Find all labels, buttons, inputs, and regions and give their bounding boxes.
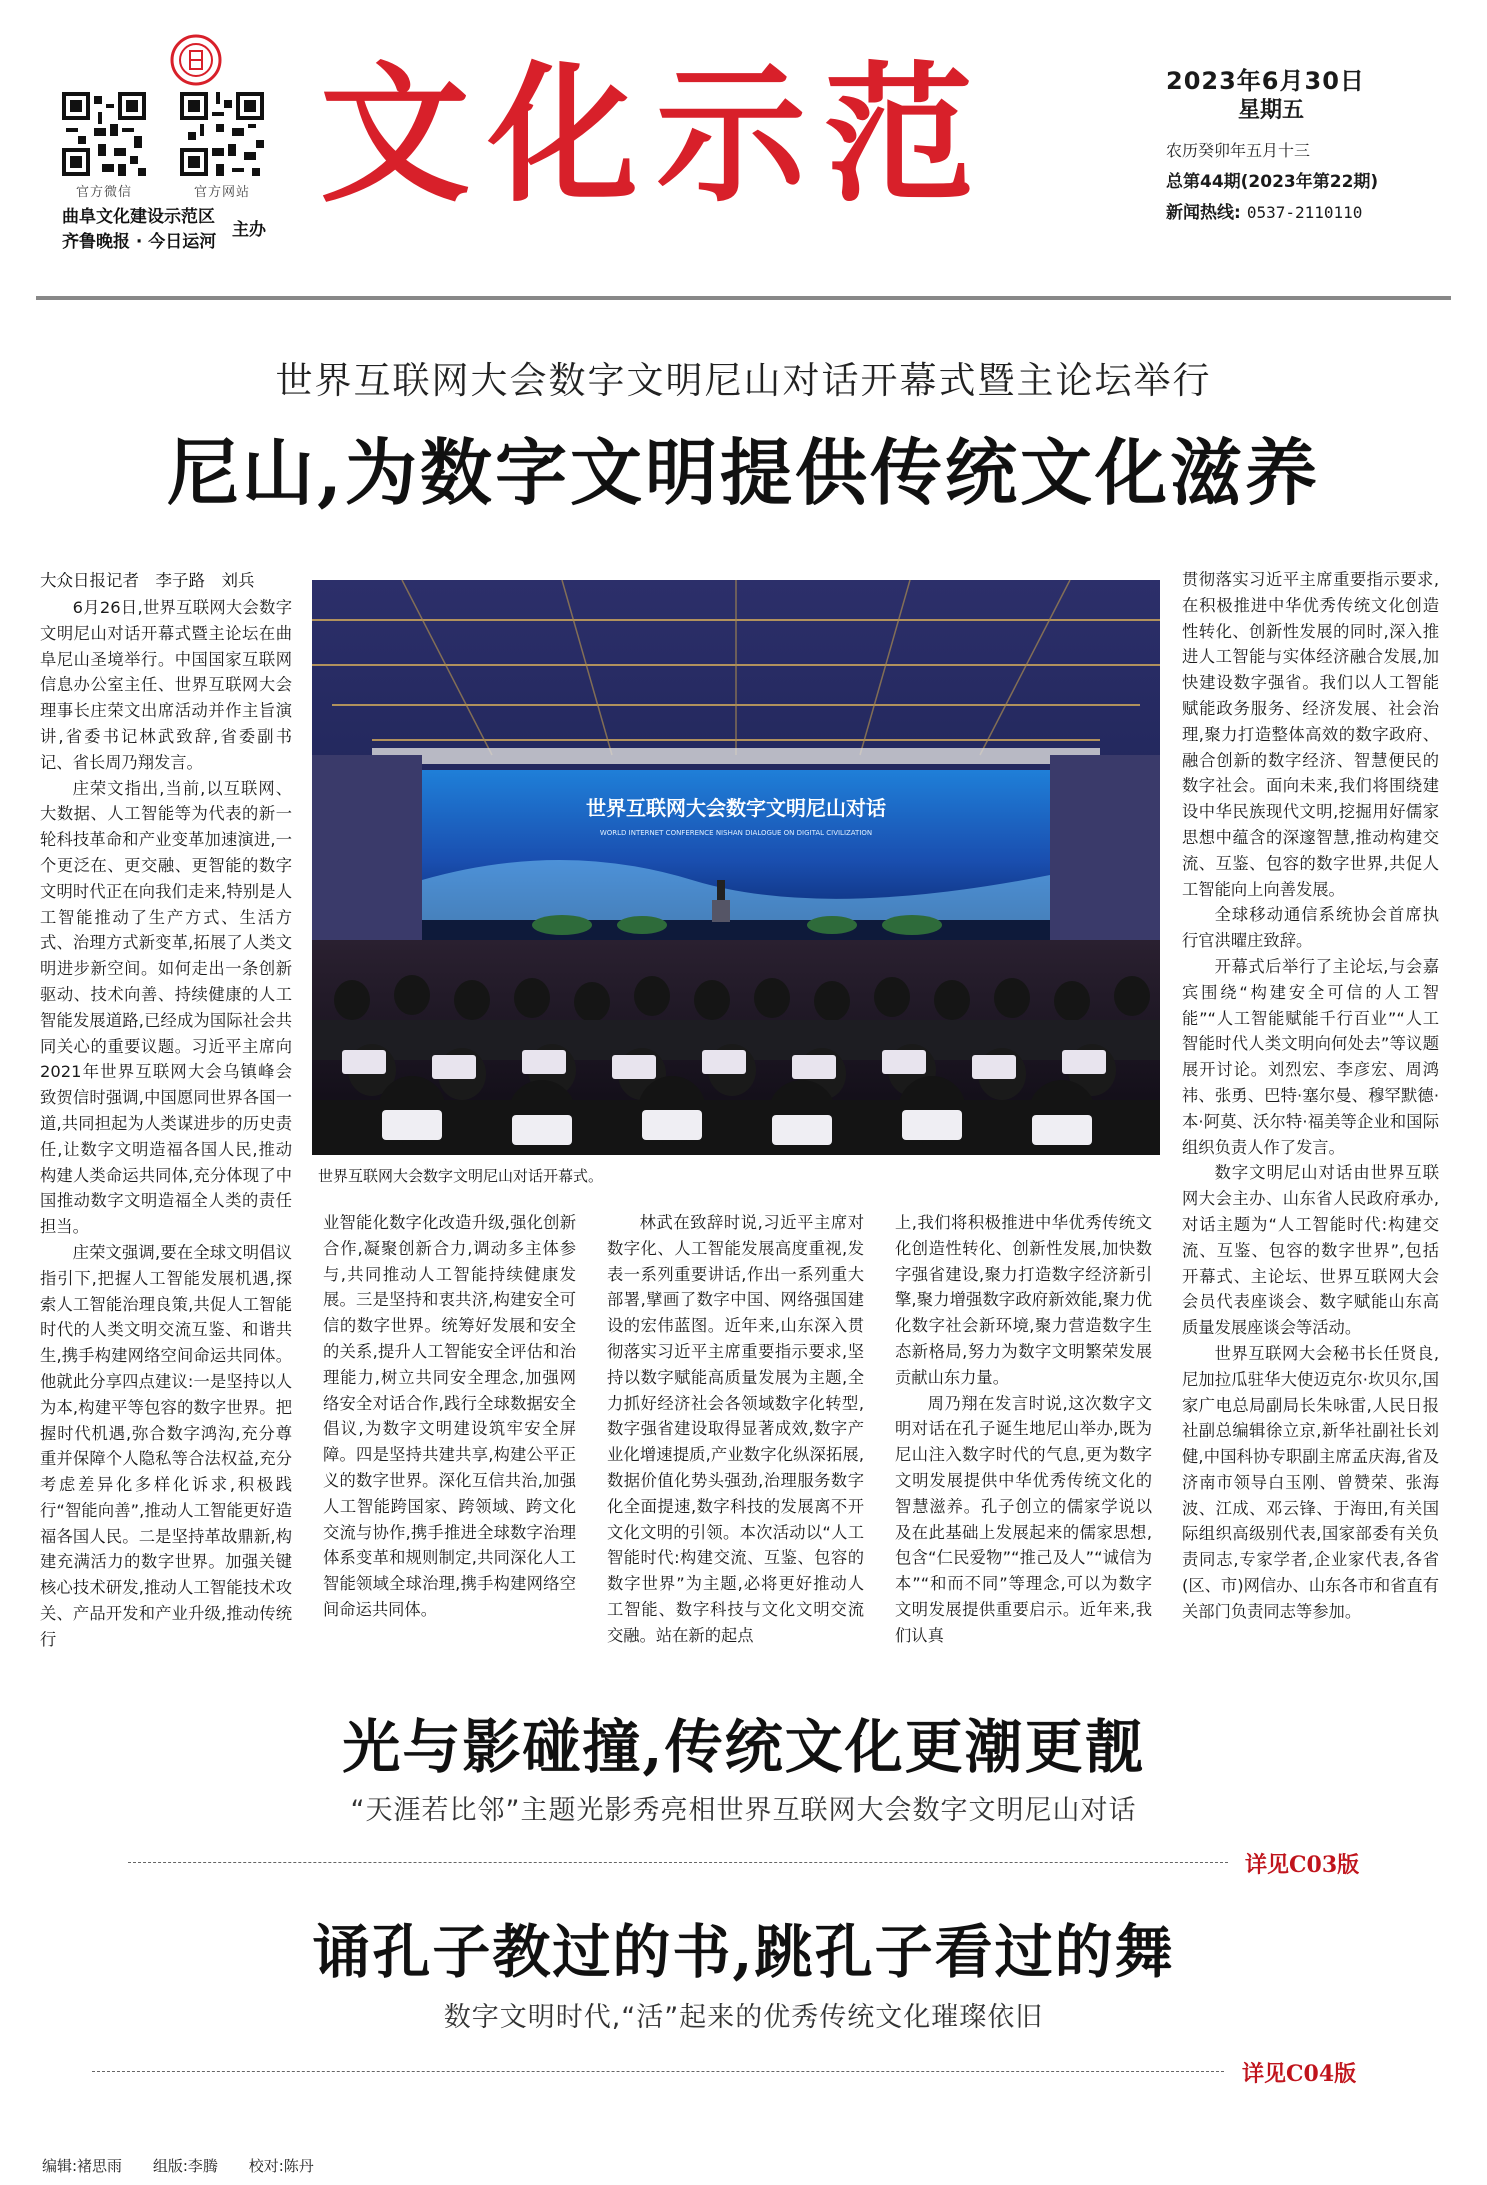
organizers	[62, 205, 216, 255]
issue-weekday: 星期五	[1238, 98, 1305, 123]
qr-code-icon	[180, 92, 264, 176]
editor-credit: 编辑:褚思雨	[42, 2157, 123, 2175]
page-credits	[42, 2155, 334, 2176]
layout-credit: 组版:李腾	[152, 2157, 218, 2175]
dashed-divider	[92, 2071, 1224, 2072]
qr-code-website[interactable]	[180, 92, 264, 200]
teaser-subtitle: “天涯若比邻”主题光影秀亮相世界互联网大会数字文明尼山对话	[350, 1795, 1137, 1826]
article-paragraph: 贯彻落实习近平主席重要指示要求,在积极推进中华优秀传统文化创造性转化、创新性发展的同时,深入推进人工智能与实体经济融合发展,加快建设数字强省。我们以人工智能赋能政务服务、经济发展、社会治理,聚力打造整体高效的数字政府、融合创新的数字经济、智慧便民的数字社会。面向未来,我们将围绕建设中华民族现代文明,挖掘用好儒家思想中蕴含的深邃智慧,推动构建交流、互鉴、包容的数字世界,共促人工智能向上向善发展。	[1182, 570, 1439, 899]
hotline-number: 0537-2110110	[1246, 203, 1363, 222]
hotline-label: 新闻热线:	[1166, 203, 1241, 223]
see-more-link[interactable]: 详见C03版	[1245, 1852, 1360, 1878]
article-paragraph: 业智能化数字化改造升级,强化创新合作,凝聚创新合力,调动多主体参与,共同推动人工智能持续健康发展。三是坚持和衷共济,构建安全可信的数字世界。统筹好发展和安全的关系,提升人工智能安全评估和治理能力,树立共同安全理念,加强网络安全对话合作,践行全球数据安全倡议,为数字文明建设筑牢安全屏障。四是坚持共建共享,构建公平正义的数字世界。深化互信共治,加强人工智能跨国家、跨领域、跨文化交流与协作,携手推进全球数字治理体系变革和规则制定,共同深化人工智能领域全球治理,携手构建网络空间命运共同体。	[323, 1213, 576, 1619]
screen-subtitle: WORLD INTERNET CONFERENCE NISHAN DIALOGUE ON DIGITAL CIVILIZATION	[599, 829, 873, 837]
teaser-subtitle: 数字文明时代,“活”起来的优秀传统文化璀璨依旧	[443, 2002, 1044, 2033]
article-paragraph: 世界互联网大会秘书长任贤良,尼加拉瓜驻华大使迈克尔·坎贝尔,国家广电总局副局长朱咏雷,人民日报社副总编辑徐立京,新华社副社长刘健,中国科协专职副主席孟庆海,省及济南市领导白玉刚、曾赞荣、张海波、江成、邓云锋、于海田,有关国际组织高级别代表,国家部委有关负责同志,专家学者,企业家代表,各省(区、市)网信办、山东各市和省直有关部门负责同志等参加。	[1182, 1343, 1439, 1621]
news-hotline	[1166, 200, 1426, 226]
article-column-4	[895, 1210, 1152, 1649]
article-column-1	[40, 595, 292, 1653]
article-paragraph: 开幕式后举行了主论坛,与会嘉宾围绕“构建安全可信的人工智能”“人工智能赋能千行百业”“人工智能时代人类文明向何处去”等议题展开讨论。刘烈宏、李彦宏、周鸿祎、张勇、巴特·塞尔曼、穆罕默德·本·阿莫、沃尔特·福美等企业和国际组织负责人作了发言。	[1182, 956, 1439, 1157]
lead-headline: 尼山,为数字文明提供传统文化滋养	[166, 430, 1321, 515]
proof-credit: 校对:陈丹	[248, 2157, 314, 2175]
issue-number: 总第44期(2023年第22期)	[1166, 172, 1379, 192]
article-paragraph: 全球移动通信系统协会首席执行官洪曜庄致辞。	[1182, 905, 1439, 951]
article-paragraph: 庄荣文指出,当前,以互联网、大数据、人工智能等为代表的新一轮科技革命和产业变革加速演进,一个更泛在、更交融、更智能的数字文明时代正在向我们走来,特别是人工智能推动了生产方式、生活方式、治理方式新变革,拓展了人类文明进步新空间。如何走出一条创新驱动、技术向善、持续健康的人工智能发展道路,已经成为国际社会共同关心的重要议题。习近平主席向2021年世界互联网大会乌镇峰会致贺信时强调,中国愿同世界各国一道,共同担起为人类谋进步的历史责任,让数字文明造福各国人民,推动构建人类命运共同体,充分体现了中国推动数字文明造福全人类的责任担当。	[40, 778, 292, 1237]
article-paragraph: 数字文明尼山对话由世界互联网大会主办、山东省人民政府承办,对话主题为“人工智能时代:构建交流、互鉴、包容的数字世界”,包括开幕式、主论坛、世界互联网大会会员代表座谈会、数字赋能山东高质量发展座谈会等活动。	[1182, 1163, 1439, 1338]
lead-photo[interactable]	[312, 580, 1160, 1155]
teaser-title[interactable]: 光与影碰撞,传统文化更潮更靓	[342, 1713, 1145, 1781]
paper-name-logo: 文化示范	[320, 47, 993, 223]
sponsor-label: 主办	[232, 220, 266, 240]
qr-code-wechat[interactable]	[62, 92, 146, 200]
dashed-divider	[128, 1862, 1228, 1863]
byline: 大众日报记者 李子路 刘兵	[40, 571, 255, 590]
photo-caption: 世界互联网大会数字文明尼山对话开幕式。	[318, 1167, 604, 1185]
article-paragraph: 林武在致辞时说,习近平主席对数字化、人工智能发展高度重视,发表一系列重要讲话,作出一系列重大部署,擘画了数字中国、网络强国建设的宏伟蓝图。近年来,山东深入贯彻落实习近平主席重要指示要求,坚持以数字赋能高质量发展为主题,全力抓好经济社会各领域数字化转型,数字强省建设取得显著成效,数字产业化增速提质,产业数字化纵深拓展,数据价值化势头强劲,治理服务数字化全面提速,数字科技的发展离不开文化文明的引领。本次活动以“人工智能时代:构建交流、互鉴、包容的数字世界”为主题,必将更好推动人工智能、数字科技与文化文明交流交融。站在新的起点	[607, 1213, 864, 1645]
conference-hall-image	[312, 580, 1160, 1155]
article-paragraph: 周乃翔在发言时说,这次数字文明对话在孔子诞生地尼山举办,既为尼山注入数字时代的气息,更为数字文明发展提供中华优秀传统文化的智慧滋养。孔子创立的儒家学说以及在此基础上发展起来的儒家思想,包含“仁民爱物”“推己及人”“诚信为本”“和而不同”等理念,可以为数字文明发展提供重要启示。近年来,我们认真	[895, 1393, 1152, 1645]
qr-code-group	[62, 92, 264, 200]
qr-code-icon	[62, 92, 146, 176]
newspaper-emblem-icon	[170, 34, 222, 86]
qr-caption: 官方微信	[75, 185, 132, 200]
article-paragraph: 上,我们将积极推进中华优秀传统文化创造性转化、创新性发展,加快数字强省建设,聚力打造数字经济新引擎,聚力增强数字政府新效能,聚力优化数字社会新环境,聚力营造数字生态新格局,努力为数字文明繁荣发展贡献山东力量。	[895, 1213, 1152, 1387]
issue-info	[1166, 66, 1426, 226]
article-column-5	[1182, 567, 1439, 1625]
masthead-divider	[36, 296, 1451, 300]
lead-kicker: 世界互联网大会数字文明尼山对话开幕式暨主论坛举行	[275, 359, 1212, 402]
qr-caption: 官方网站	[193, 185, 250, 200]
screen-title: 世界互联网大会数字文明尼山对话	[586, 796, 886, 820]
article-paragraph: 6月26日,世界互联网大会数字文明尼山对话开幕式暨主论坛在曲阜尼山圣境举行。中国国家互联网信息办公室主任、世界互联网大会理事长庄荣文出席活动并作主旨演讲,省委书记林武致辞,省委副书记、省长周乃翔发言。	[40, 598, 292, 772]
article-paragraph: 庄荣文强调,要在全球文明倡议指引下,把握人工智能发展机遇,探索人工智能治理良策,共促人工智能时代的人类文明交流互鉴、和谐共生,携手构建网络空间命运共同体。他就此分享四点建议:一是坚持以人为本,构建平等包容的数字世界。把握时代机遇,弥合数字鸿沟,充分尊重并保障个人隐私等合法权益,充分考虑差异化多样化诉求,积极践行“智能向善”,推动人工智能更好造福各国人民。二是坚持革故鼎新,构建充满活力的数字世界。加强关键核心技术研发,推动人工智能技术攻关、产品开发和产业升级,推动传统行	[40, 1242, 292, 1649]
article-column-3	[607, 1210, 864, 1649]
organizer-line: 曲阜文化建设示范区	[62, 207, 215, 227]
organizer-line: 齐鲁晚报 · 今日运河	[62, 232, 217, 252]
teaser-title[interactable]: 诵孔子教过的书,跳孔子看过的舞	[312, 1918, 1175, 1986]
lunar-date: 农历癸卯年五月十三	[1166, 141, 1311, 160]
article-column-2	[323, 1210, 576, 1623]
issue-date: 2023年6月30日	[1166, 67, 1365, 95]
see-more-link[interactable]: 详见C04版	[1242, 2061, 1357, 2087]
